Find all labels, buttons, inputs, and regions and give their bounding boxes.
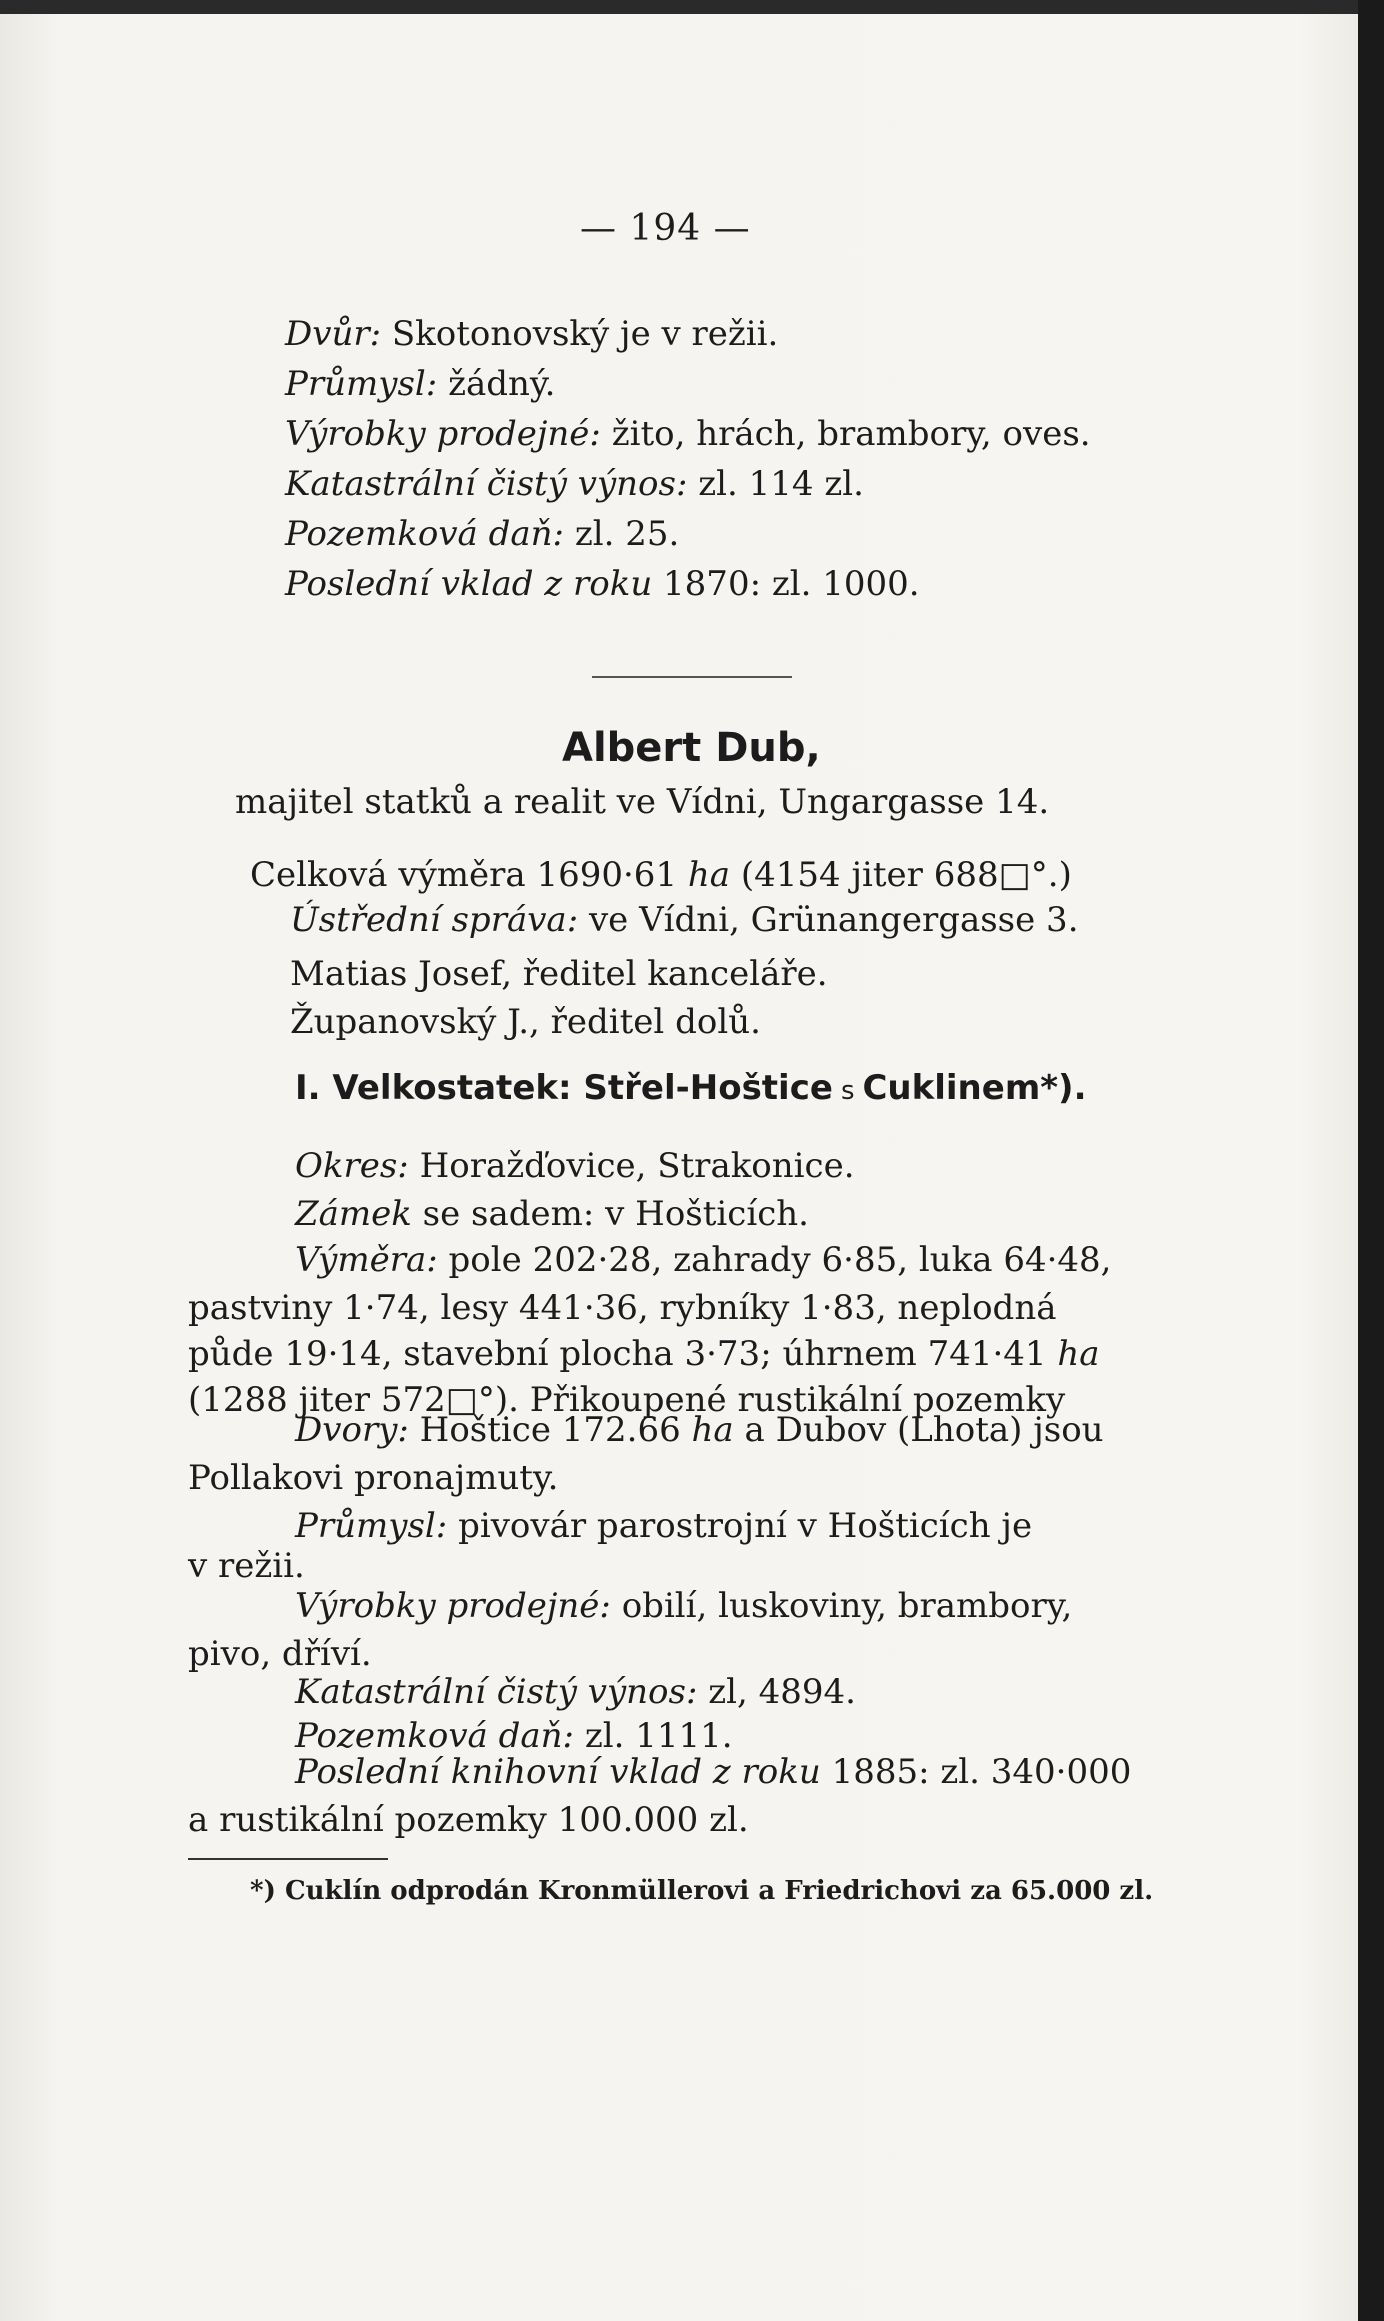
prumysl-line xyxy=(285,364,555,404)
vklad-label: Poslední vklad z roku xyxy=(285,564,653,604)
vymera-line-3 xyxy=(188,1334,1100,1374)
dvur-value: Skotonovský je v režii. xyxy=(391,314,779,354)
vymera-label: Výměra: xyxy=(295,1240,438,1280)
vyrobky2-line xyxy=(295,1586,1072,1626)
dan2-label: Pozemková daň: xyxy=(295,1716,574,1756)
vymera-text-3: půde 19·14, stavební plocha 3·73; úhrnem 741·41 xyxy=(188,1334,1047,1374)
dvory-unit: ha xyxy=(691,1410,734,1450)
estate-heading xyxy=(295,1068,1087,1108)
dvory-value: Hoštice 172.66 xyxy=(419,1410,681,1450)
dvory-label: Dvory: xyxy=(295,1410,409,1450)
prumysl-label: Průmysl: xyxy=(285,364,438,404)
section-divider xyxy=(592,676,792,678)
katastr2-label: Katastrální čistý výnos: xyxy=(295,1672,698,1712)
dvur-label: Dvůr: xyxy=(285,314,382,354)
dan2-value: zl. 1111. xyxy=(584,1716,733,1756)
person-2: Županovský J., ředitel dolů. xyxy=(290,1002,761,1042)
vyrobky-line xyxy=(285,414,1091,454)
katastr-line xyxy=(285,464,864,504)
dvur-line xyxy=(285,314,778,354)
estate-heading-tail: Cuklinem*). xyxy=(862,1068,1087,1108)
okres-value: Horažďovice, Strakonice. xyxy=(419,1146,855,1186)
dan-value: zl. 25. xyxy=(574,514,680,554)
sprava-value: ve Vídni, Grünangergasse 3. xyxy=(588,900,1079,940)
vklad2-year: 1885: xyxy=(831,1752,930,1792)
vymera-line-1 xyxy=(295,1240,1111,1280)
dan-label: Pozemková daň: xyxy=(285,514,564,554)
vklad2-label: Poslední knihovní vklad z roku xyxy=(295,1752,821,1792)
prumysl2-line-2: v režii. xyxy=(188,1546,305,1586)
vymera-text-1: pole 202·28, zahrady 6·85, luka 64·48, xyxy=(448,1240,1112,1280)
vklad2-value: zl. 340·000 xyxy=(940,1752,1132,1792)
scan-right-edge xyxy=(1358,0,1384,2321)
katastr-label: Katastrální čistý výnos: xyxy=(285,464,688,504)
zamek-line xyxy=(295,1194,809,1234)
prumysl2-line xyxy=(295,1506,1032,1546)
owner-description: majitel statků a realit ve Vídni, Ungargasse 14. xyxy=(235,782,1050,822)
estate-heading-name: I. Velkostatek: Střel-Hoštice xyxy=(295,1068,833,1108)
area-unit: ha xyxy=(687,855,731,895)
dvory-line xyxy=(295,1410,1104,1450)
vymera-line-4: (1288 jiter 572□°). Přikoupené rustikální pozemky xyxy=(188,1380,1066,1420)
vymera-line-2: pastviny 1·74, lesy 441·36, rybníky 1·83, neplodná xyxy=(188,1288,1057,1328)
zamek-label: Zámek xyxy=(295,1194,412,1234)
vyrobky2-line-2: pivo, dříví. xyxy=(188,1634,372,1674)
area-value: Celková výměra 1690·61 xyxy=(250,855,678,895)
person-1: Matias Josef, ředitel kanceláře. xyxy=(290,954,828,994)
katastr2-line xyxy=(295,1672,856,1712)
vklad-line xyxy=(285,564,920,604)
vyrobky-value: žito, hrách, brambory, oves. xyxy=(611,414,1091,454)
area-rest: (4154 jiter 688□°.) xyxy=(740,855,1072,895)
prumysl-value: žádný. xyxy=(448,364,556,404)
okres-label: Okres: xyxy=(295,1146,409,1186)
dvory-line-2: Pollakovi pronajmuty. xyxy=(188,1458,559,1498)
estate-heading-s: s xyxy=(840,1076,855,1106)
area-line xyxy=(250,855,1072,895)
sprava-line xyxy=(290,900,1079,940)
scan-top-edge xyxy=(0,0,1384,14)
footnote-divider xyxy=(188,1858,388,1860)
dan-line xyxy=(285,514,679,554)
owner-name: Albert Dub, xyxy=(562,725,821,771)
footnote: *) Cuklín odprodán Kronmüllerovi a Friedrichovi za 65.000 zl. xyxy=(250,1876,1154,1906)
vyrobky2-value: obilí, luskoviny, brambory, xyxy=(621,1586,1073,1626)
prumysl2-label: Průmysl: xyxy=(295,1506,448,1546)
sprava-label: Ústřední správa: xyxy=(290,900,579,940)
page-number: — 194 — xyxy=(580,208,751,249)
katastr2-value: zl, 4894. xyxy=(708,1672,856,1712)
prumysl2-value: pivovár parostrojní v Hošticích je xyxy=(458,1506,1033,1546)
vklad-value: 1870: zl. 1000. xyxy=(663,564,920,604)
okres-line xyxy=(295,1146,855,1186)
zamek-value: se sadem: v Hošticích. xyxy=(422,1194,809,1234)
vklad2-line xyxy=(295,1752,1131,1792)
katastr-value: zl. 114 zl. xyxy=(698,464,864,504)
vyrobky-label: Výrobky prodejné: xyxy=(285,414,601,454)
vymera-unit: ha xyxy=(1057,1334,1100,1374)
dvory-rest: a Dubov (Lhota) jsou xyxy=(744,1410,1104,1450)
dan2-line xyxy=(295,1716,733,1756)
vyrobky2-label: Výrobky prodejné: xyxy=(295,1586,611,1626)
vklad2-line-2: a rustikální pozemky 100.000 zl. xyxy=(188,1800,749,1840)
